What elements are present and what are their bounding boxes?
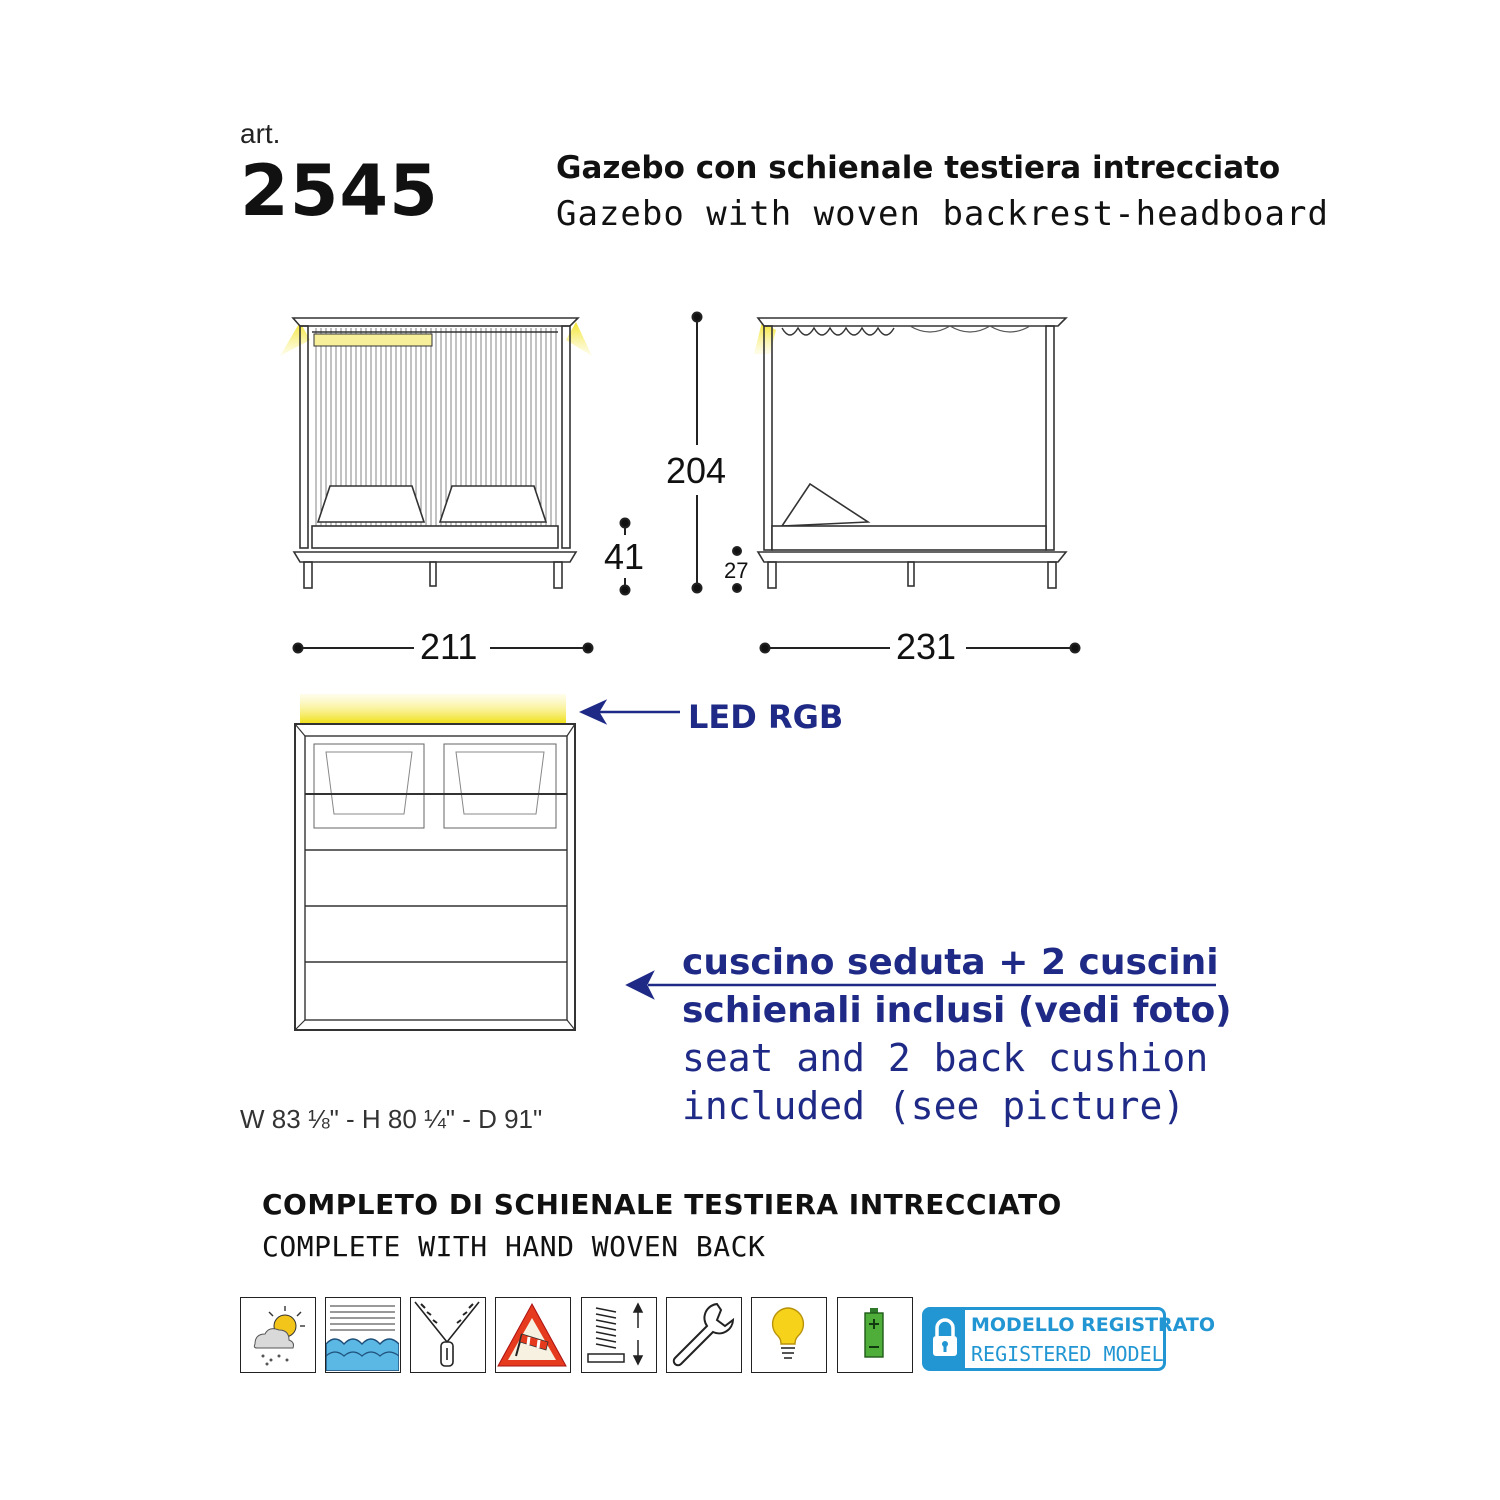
- art-label: art.: [240, 118, 281, 149]
- cushion-text-en-2: included (see picture): [682, 1084, 1186, 1128]
- badge-text-english: REGISTERED MODEL: [971, 1342, 1164, 1366]
- led-rgb-label: LED RGB: [688, 698, 844, 736]
- complete-text-italian: COMPLETO DI SCHIENALE TESTIERA INTRECCIATO: [262, 1188, 1062, 1221]
- base-height-label: 27: [724, 558, 749, 583]
- imperial-dimensions: W 83 ⅛" - H 80 ¼" - D 91": [240, 1104, 543, 1134]
- title-italian: Gazebo con schienale testiera intrecciato: [556, 150, 1281, 186]
- complete-text-english: COMPLETE WITH HAND WOVEN BACK: [262, 1230, 766, 1263]
- weather-icon: [240, 1297, 316, 1373]
- front-view: [280, 318, 592, 588]
- water-resistant-icon: [325, 1297, 401, 1373]
- light-bulb-icon: [751, 1297, 827, 1373]
- top-view: [295, 694, 575, 1030]
- article-number: 2545: [240, 150, 439, 232]
- side-view: [754, 318, 1066, 588]
- seat-height-label: 41: [604, 536, 645, 577]
- side-depth-label: 231: [896, 626, 957, 667]
- lock-icon: [925, 1310, 965, 1368]
- height-label: 204: [666, 450, 727, 491]
- registered-model-badge: [922, 1307, 1216, 1371]
- badge-text-italian: MODELLO REGISTRATO: [971, 1314, 1216, 1336]
- zipper-icon: [410, 1297, 486, 1373]
- cushion-text-it-2: schienali inclusi (vedi foto): [682, 990, 1232, 1031]
- front-width-label: 211: [420, 626, 478, 667]
- wind-warning-icon: [495, 1297, 571, 1373]
- title-english: Gazebo with woven backrest-headboard: [556, 194, 1329, 234]
- battery-icon: [837, 1297, 913, 1373]
- adjustable-feet-icon: [581, 1297, 657, 1373]
- cushion-text-it-1: cuscino seduta + 2 cuscini: [682, 942, 1219, 983]
- cushion-text-en-1: seat and 2 back cushion: [682, 1036, 1209, 1080]
- wrench-icon: [666, 1297, 742, 1373]
